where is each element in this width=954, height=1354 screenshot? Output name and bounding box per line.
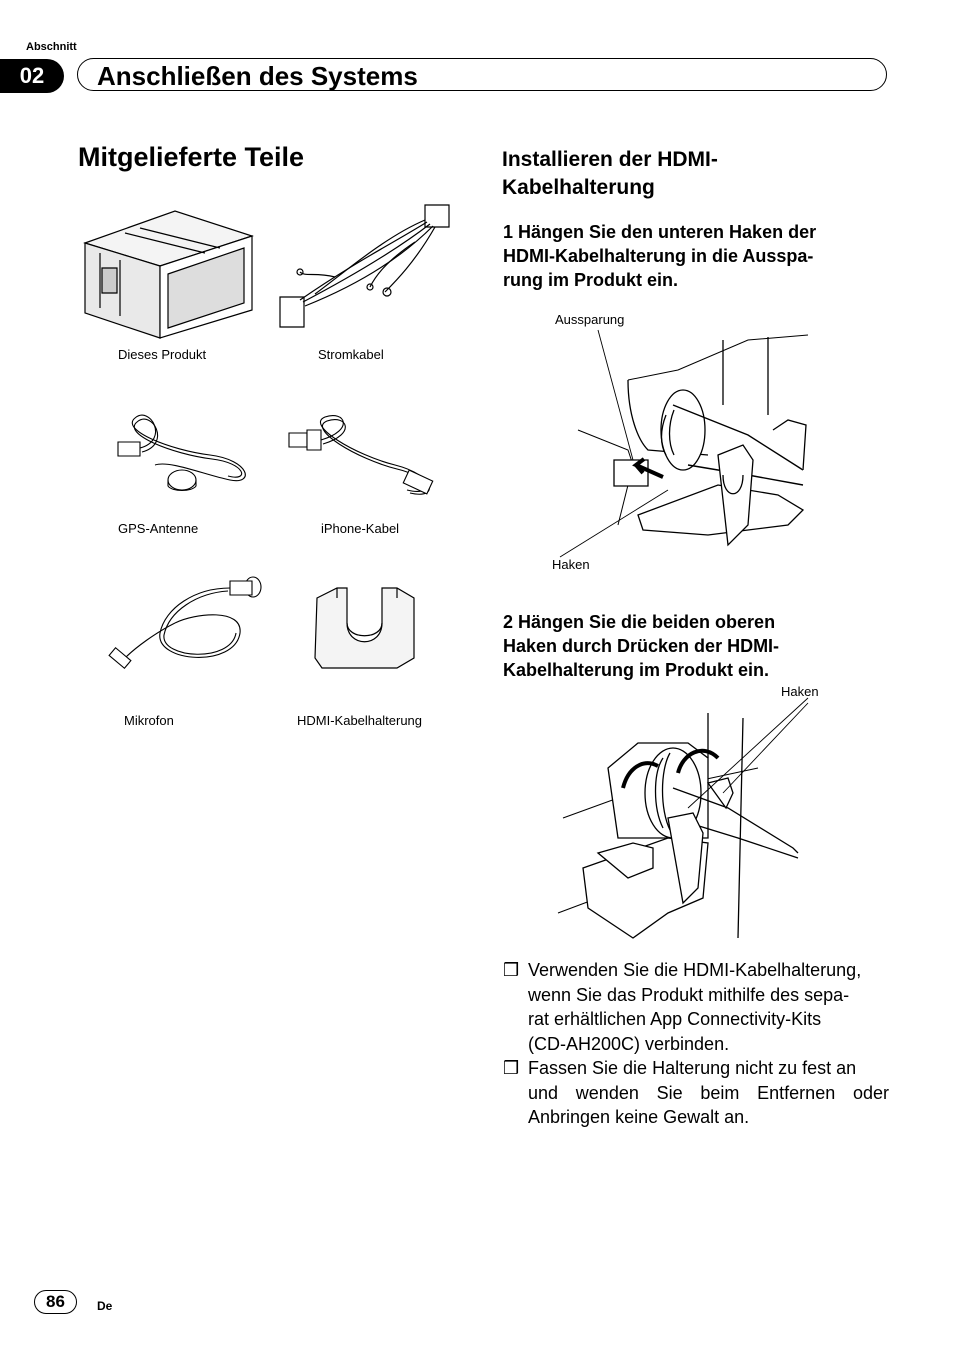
language-code: De	[97, 1299, 113, 1313]
callout-haken: Haken	[552, 557, 590, 572]
step-1-instruction: 1 Hängen Sie den unteren Haken der HDMI-Kabelhalterung in die Ausspa- rung im Produkt ein.	[503, 222, 817, 290]
step-2-instruction: 2 Hängen Sie die beiden oberen Haken durch Drücken der HDMI- Kabelhalterung im Produkt ein.	[503, 612, 780, 680]
section-number-badge: 02	[0, 59, 64, 93]
chapter-title: Anschließen des Systems	[97, 61, 418, 91]
iphone-cable-icon	[285, 405, 445, 505]
checkbox-bullet-icon: ❒	[503, 960, 520, 980]
checkbox-bullet-icon: ❒	[503, 1058, 520, 1078]
part-label: Dieses Produkt	[118, 347, 207, 362]
step-1-illustration	[548, 325, 810, 557]
part-label: Stromkabel	[318, 347, 384, 362]
part-label: Mikrofon	[124, 713, 174, 728]
step-2-illustration	[558, 698, 813, 940]
gps-antenna-icon	[110, 400, 260, 500]
callout-aussparung: Aussparung	[555, 312, 625, 327]
part-label: HDMI-Kabelhalterung	[297, 713, 423, 728]
microphone-icon	[105, 573, 265, 683]
note-item: ❒ Fassen Sie die Halterung nicht zu fest an und wenden Sie beim Entfernen oder Anbringen keine Gewalt an.	[503, 1058, 889, 1127]
section-heading: Installieren der HDMI- Kabelhalterung	[502, 148, 718, 199]
head-unit-icon	[80, 208, 255, 343]
part-label: iPhone-Kabel	[321, 521, 400, 536]
part-label: GPS-Antenne	[118, 521, 199, 536]
hdmi-holder-icon	[312, 578, 417, 673]
section-label: Abschnitt	[26, 41, 77, 53]
callout-haken-2: Haken	[781, 684, 819, 699]
power-cable-icon	[275, 202, 455, 337]
page-title: Mitgelieferte Teile	[78, 142, 305, 172]
page-number: 86	[34, 1290, 77, 1314]
note-item: ❒ Verwenden Sie die HDMI-Kabelhalterung, wenn Sie das Produkt mithilfe des sepa- rat erhältlichen App Connectivity-Kits (CD-AH200C) verbinden.	[503, 960, 862, 1054]
